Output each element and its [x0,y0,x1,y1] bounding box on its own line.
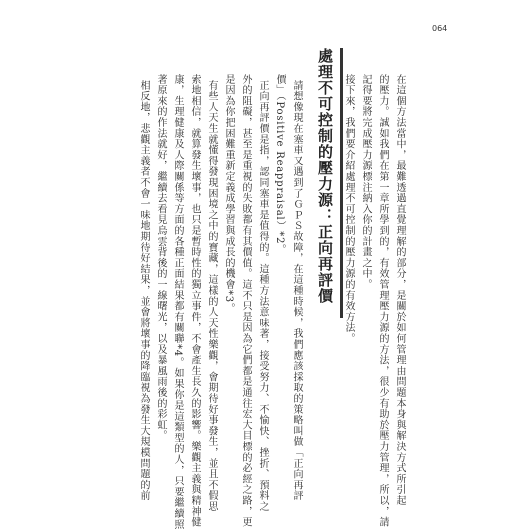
section-heading: 處理不可控制的壓力源：正向再評價 [315,48,343,318]
paragraph-line: 正向再評價是指，認同塞車是值得的。這種方法意味著，接受努力、不愉快、挫折、預料之 [257,80,268,512]
paragraph-line: 請想像現在塞車又遇到了ＧＰＳ故障，在這種時候，我們應該採取的策略叫做「正向再評 [291,80,302,502]
paragraph-line: 在這個方法當中，最難透過直覺理解的部分，是關於如何管理由問題本身與解決方式所引起 [394,74,405,506]
paragraph-line: 著原來的作法就好，繼續去看見烏雲背後的一線曙光，以及暴風雨後的彩虹。 [155,74,166,442]
paragraph-line: 有些人天生就懂得發現困境之中的寶藏，這樣的人天性樂觀，會期待好事發生，並且不假思 [206,80,217,512]
paragraph-line: 索地相信，就算發生壞事，也只是暫時性的獨立事件，不會產生長久的影響。樂觀主義與精神健 [189,74,200,528]
paragraph-line: 相反地，悲觀主義者不會一味地期待好結果，並會將壞事的降臨視為發生大規模問題的前 [138,80,149,502]
paragraph-line: 是因為你把困難重新定義成學習與成長的機會*3。 [223,74,234,314]
paragraph-line: 價」（Positive Reappraisal）*2。 [274,74,285,256]
paragraph-line: 接下來，我們要介紹處理不可控制的壓力源的有效方法。 [343,74,354,344]
paragraph-line: 康，生理健康及人際關係等方面的各種正面結果都有關聯*4。如果你是這類型的人，只要繼續照 [172,74,183,530]
paragraph-line: 外的阻礙，甚至是重視的失敗都有其價值。這不只是因為它們都是通往宏大目標的必經之路，更 [240,74,251,528]
page-number: 064 [432,24,448,33]
paragraph-line: 記得要將完成壓力源標注納入你的計畫之中。 [360,74,371,290]
paragraph-line: 的壓力。誠如我們在第一章所學到的，有效管理壓力源的方法，很少有助於壓力管理，所以，請 [377,74,388,528]
